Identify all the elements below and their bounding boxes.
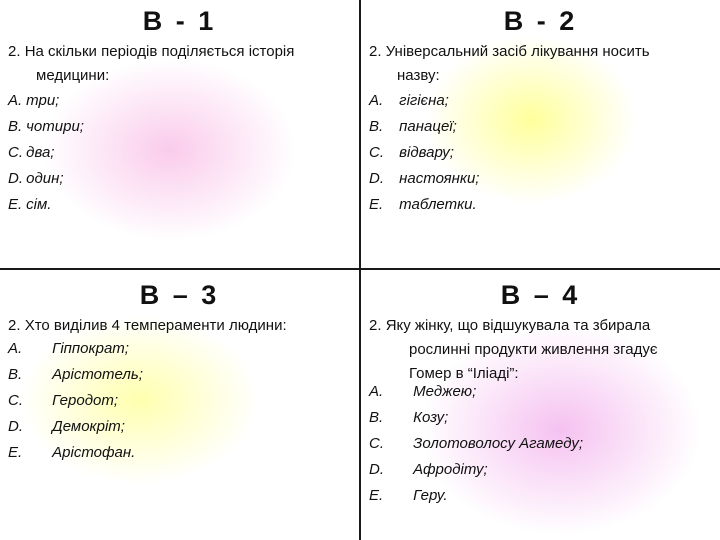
answer-letter: E. [8, 196, 23, 213]
answer-text: Арістотель; [52, 366, 143, 383]
answer-letter: A. [369, 92, 384, 109]
answer-text: чотири; [26, 118, 84, 135]
answer-list [8, 336, 351, 466]
answer-letter: B. [369, 409, 384, 426]
question-line: На скільки періодів поділяється історія [24, 43, 295, 60]
question-text [369, 40, 712, 88]
answer-option-a[interactable] [8, 88, 351, 114]
variant-card-1 [0, 0, 359, 268]
answer-text: Арістофан. [52, 444, 136, 461]
answer-text: Золотоволосу Агамеду; [413, 435, 583, 452]
answer-text: Геродот; [52, 392, 118, 409]
question-number: 2. [8, 43, 21, 60]
answer-text: таблетки. [399, 196, 477, 213]
answer-option-e[interactable] [369, 483, 712, 509]
answer-option-e[interactable] [8, 192, 351, 218]
question-text [8, 314, 351, 338]
answer-letter: C. [8, 392, 23, 409]
answer-letter: A. [8, 340, 23, 357]
variant-card-3 [0, 270, 359, 540]
answer-option-b[interactable] [8, 114, 351, 140]
answer-text: Геру. [413, 487, 448, 504]
answer-text: Афродіту; [413, 461, 488, 478]
question-line: рослинні продукти живлення згадує [409, 341, 658, 358]
answer-letter: A. [8, 92, 23, 109]
answer-option-d[interactable] [8, 414, 351, 440]
question-line: Хто виділив 4 темпераменти людини: [24, 317, 287, 334]
answer-text: Козу; [413, 409, 449, 426]
answer-list [369, 379, 712, 509]
answer-letter: A. [369, 383, 384, 400]
answer-option-e[interactable] [369, 192, 712, 218]
answer-letter: B. [369, 118, 384, 135]
answer-text: настоянки; [399, 170, 480, 187]
vertical-divider [359, 0, 361, 540]
answer-option-a[interactable] [8, 336, 351, 362]
answer-option-d[interactable] [8, 166, 351, 192]
question-text [369, 314, 712, 386]
answer-letter: E. [369, 196, 384, 213]
answer-option-c[interactable] [369, 431, 712, 457]
answer-text: Демокріт; [52, 418, 125, 435]
answer-text: панацеї; [399, 118, 457, 135]
answer-text: два; [26, 144, 55, 161]
answer-letter: C. [369, 435, 384, 452]
answer-list [369, 88, 712, 218]
answer-letter: E. [369, 487, 384, 504]
answer-letter: D. [8, 418, 23, 435]
answer-text: сім. [26, 196, 52, 213]
question-text [8, 40, 351, 88]
variant-title: В – 4 [500, 280, 581, 310]
question-number: 2. [369, 43, 382, 60]
answer-option-c[interactable] [369, 140, 712, 166]
question-line: Гомер в “Іліаді”: [409, 365, 519, 382]
answer-letter: D. [8, 170, 23, 187]
answer-letter: D. [369, 170, 384, 187]
answer-letter: E. [8, 444, 23, 461]
answer-option-b[interactable] [369, 114, 712, 140]
answer-option-c[interactable] [8, 388, 351, 414]
question-number: 2. [369, 317, 382, 334]
answer-text: Меджею; [413, 383, 477, 400]
horizontal-divider [0, 268, 720, 270]
question-line: Яку жінку, що відшукувала та збирала [385, 317, 651, 334]
answer-letter: C. [8, 144, 23, 161]
variant-title: В - 2 [503, 6, 578, 36]
answer-option-a[interactable] [369, 88, 712, 114]
question-line: Універсальний засіб лікування носить [385, 43, 650, 60]
answer-text: відвару; [399, 144, 454, 161]
question-number: 2. [8, 317, 21, 334]
answer-letter: D. [369, 461, 384, 478]
answer-list [8, 88, 351, 218]
variant-card-4 [361, 270, 720, 540]
variant-title: В – 3 [139, 280, 220, 310]
answer-letter: B. [8, 118, 23, 135]
question-line: назву: [397, 67, 440, 84]
answer-option-a[interactable] [369, 379, 712, 405]
answer-option-d[interactable] [369, 166, 712, 192]
answer-text: один; [26, 170, 64, 187]
answer-letter: C. [369, 144, 384, 161]
answer-option-c[interactable] [8, 140, 351, 166]
answer-text: Гіппократ; [52, 340, 129, 357]
variant-card-2 [361, 0, 720, 268]
answer-option-b[interactable] [8, 362, 351, 388]
answer-option-d[interactable] [369, 457, 712, 483]
answer-text: три; [26, 92, 60, 109]
answer-option-b[interactable] [369, 405, 712, 431]
answer-letter: B. [8, 366, 23, 383]
variant-title: В - 1 [142, 6, 217, 36]
answer-text: гігієна; [399, 92, 449, 109]
question-line: медицини: [36, 67, 110, 84]
answer-option-e[interactable] [8, 440, 351, 466]
